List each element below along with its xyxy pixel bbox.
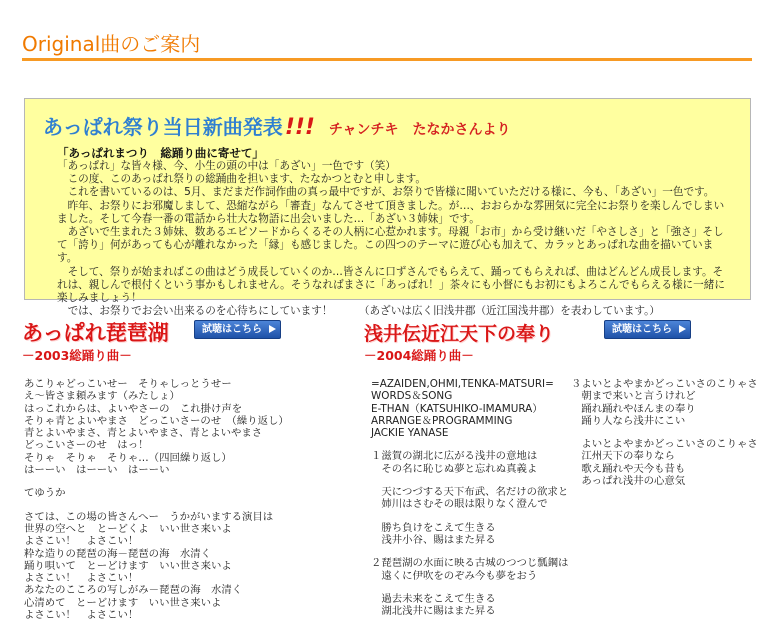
lyric-line: え～皆さま頼みます（みたしょ） xyxy=(24,390,180,403)
announcement-paragraph: そして、祭りが始まればこの曲はどう成長していくのか…皆さんに口ずさんでもらえて、踊ってもらえれば、曲はどんどん成長します。それは、親しんで根付くという事かもしれません。そうなればまさに「あっぱれ！」茶々にも小督にもお初にもよろこんでもらえる様に一緒に楽しみましょう！ xyxy=(57,265,725,305)
lyrics-song-2-col-2 xyxy=(571,378,766,487)
lyric-line: 勝ち負けをこえて生きる xyxy=(371,521,496,534)
lyric-line: WORDS＆SONG xyxy=(371,390,453,403)
song-subtitle: －2003総踊り曲－ xyxy=(22,348,132,363)
song-title-azaiden: 浅井伝近江天下の奉り xyxy=(364,323,555,345)
lyric-line: そりゃ そりゃ そりゃ…（四回繰り返し） xyxy=(24,451,232,464)
lyric-line: 世界の空へと とーどくよ いい世さ来いよ xyxy=(24,522,232,535)
song-subtitle: －2004総踊り曲－ xyxy=(364,348,474,363)
lyric-line: 姉川はさむその眼は限りなく澄んで xyxy=(371,498,548,511)
page-title: Original曲のご案内 xyxy=(22,32,201,56)
lyric-line: 踊り唄いて とーどけます いい世さ来いよ xyxy=(24,559,232,572)
lyric-line: あっぱれ浅井の心意気 xyxy=(571,475,686,488)
announcement-exclaim: !!! xyxy=(284,115,315,140)
lyric-line: てゆうか xyxy=(24,487,66,500)
announcement-body xyxy=(57,160,729,318)
lyric-line: 浅井小谷、賜はまた昇る xyxy=(371,533,496,546)
announcement-paragraph: 昨年、お祭りにお邪魔しまして、恐縮ながら「審査」なんてさせて頂きました。が…、おおらかな雰囲気に完全にお祭りを楽しんでしまいました。そして今春一番の電話から壮大な物語に出会いました…「あざい３姉妹」です。 xyxy=(57,199,725,225)
lyric-line: 粋な造りの琵琶の海－琵琶の海 水清く xyxy=(24,547,212,560)
lyric-line: はっこれからは、よいやさーの これ掛け声を xyxy=(24,402,243,415)
announcement-paragraph: これを書いているのは、5月、まだまだ作詞作曲の真っ最中ですが、お祭りで皆様に聞いていただける様に、今も、「あざい」一色です。 xyxy=(67,186,715,199)
announcement-paragraph: この度、このあっぱれ祭りの総踊曲を担います、たなかつとむと申します。 xyxy=(67,173,426,186)
lyric-line: ARRANGE＆PROGRAMMING xyxy=(371,414,513,427)
lyric-line: ３よいとよやまかどっこいさのこりゃさ xyxy=(571,378,758,390)
lyric-line: あなたのこころの写しがみ－琵琶の海 水清く xyxy=(24,584,243,597)
announcement-byline: チャンチキ たなかさんより xyxy=(328,122,511,138)
lyric-line: 踊り人なら浅井にこい xyxy=(571,414,686,427)
announcement-heading xyxy=(43,111,511,140)
lyric-line: ２琵琶湖の水面に映る古城のつつじ瓢鋼は xyxy=(371,557,569,570)
lyric-line: 過去未来をこえて生きる xyxy=(371,592,496,605)
lyric-line: よさこい！ よさこい！ xyxy=(24,572,139,585)
lyric-line: その名に恥じぬ夢と忘れぬ真義よ xyxy=(371,462,538,475)
listen-button-song-1[interactable] xyxy=(194,320,281,339)
lyric-line: あこりゃどっこいせー そりゃしっとうせー xyxy=(24,378,232,390)
lyric-line: どっこいさーのせ はっ！ xyxy=(24,439,149,452)
lyric-line: よさこい！ よさこい！ xyxy=(24,609,139,621)
song-title-appare-biwako: あっぱれ琵琶湖 xyxy=(22,321,169,345)
lyric-line: 湖北浅井に賜はまた昇る xyxy=(371,605,496,618)
lyric-line: JACKIE YANASE xyxy=(371,427,449,440)
lyric-line: 天につづする天下布武、名だけの欲求と xyxy=(371,486,569,499)
listen-button-label: 試聴はこちら xyxy=(612,324,672,335)
listen-button-song-2[interactable] xyxy=(604,320,691,339)
lyric-line: 青とよいやまさ、青とよいやまさ、青とよいやまさ xyxy=(24,427,263,440)
listen-button-label: 試聴はこちら xyxy=(202,324,262,335)
play-arrow-icon xyxy=(269,325,276,333)
lyric-line: 踊れ踊れやほんまの奉り xyxy=(571,402,696,415)
lyric-line: そりゃ青とよいやまさ どっこいさーのせ （繰り返し） xyxy=(24,414,289,427)
lyric-line: さては、この場の皆さんへー うかがいまする演目は xyxy=(24,510,274,523)
lyric-line: 心清めて とーどけます いい世さ来いよ xyxy=(24,596,222,609)
play-arrow-icon xyxy=(679,325,686,333)
announcement-subtitle: 「あっぱれまつり 総踊り曲に寄せて」 xyxy=(57,146,264,160)
announcement-paragraph: あざいで生まれた３姉妹、数あるエピソードからくるその人柄に心惹かれます。母親「お市」から受け継いだ「やさしさ」と「強さ」そして「誇り」何があっても心が離れなかった「縁」も感じました。この四つのテーマに遊び心も加えて、カラッとあっぱれな曲を描いています。 xyxy=(57,226,724,265)
lyric-line: １滋賀の湖北に広がる浅井の意地は xyxy=(371,450,538,463)
announcement-headline: あっぱれ祭り当日新曲発表 xyxy=(43,115,283,139)
lyric-line: はーーい はーーい はーーい xyxy=(24,464,170,477)
title-divider xyxy=(22,58,752,61)
lyric-line: 歌え踊れや天今も昔も xyxy=(571,462,686,475)
lyric-line: =AZAIDEN,OHMI,TENKA-MATSURI= xyxy=(371,378,554,390)
announcement-paragraph: 「あっぱれ」な皆々様、今、小生の頭の中は「あざい」一色です（笑） xyxy=(57,160,396,172)
lyrics-song-1 xyxy=(24,378,344,621)
lyric-line: よさこい！ よさこい！ xyxy=(24,535,139,548)
lyrics-song-2-col-1 xyxy=(371,378,571,617)
lyric-line: E-THAN（KATSUHIKO-IMAMURA） xyxy=(371,402,543,415)
announcement-box xyxy=(24,98,751,318)
announcement-paragraph: では、お祭りでお会い出来るのを心待ちにしています！ （あざいは広く旧浅井郡（近江国浅井郡）を表わしています。） xyxy=(67,305,660,318)
lyric-line: よいとよやまかどっこいさのこりゃさ xyxy=(571,438,758,451)
lyric-line: 遠くに伊吹をのぞみ今も夢をおう xyxy=(371,569,538,582)
lyric-line: 江州天下の奉りなら xyxy=(571,450,675,463)
lyric-line: 朝まで来いと言うけれど xyxy=(571,390,696,403)
